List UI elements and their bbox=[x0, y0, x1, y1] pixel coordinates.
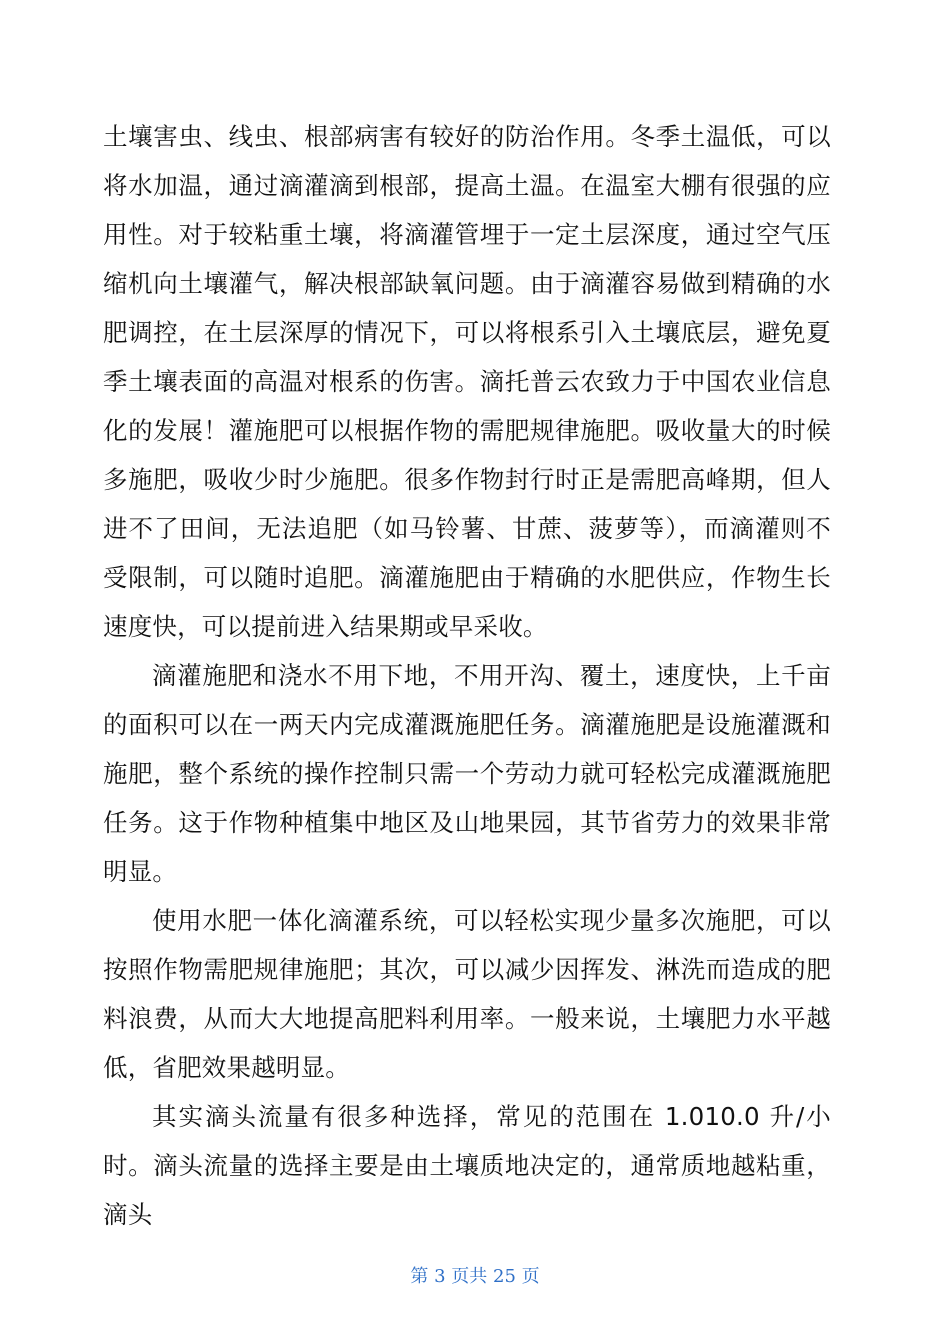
paragraph-3: 使用水肥一体化滴灌系统，可以轻松实现少量多次施肥，可以按照作物需肥规律施肥；其次，可以减少因挥发、淋洗而造成的肥料浪费，从而大大地提高肥料利用率。一般来说，土壤肥力水平越低，省肥效果越明显。 bbox=[103, 906, 831, 1082]
paragraph-2: 滴灌施肥和浇水不用下地，不用开沟、覆土，速度快，上千亩的面积可以在一两天内完成灌溉施肥任务。滴灌施肥是设施灌溉和施肥，整个系统的操作控制只需一个劳动力就可轻松完成灌溉施肥任务。这于作物种植集中地区及山地果园，其节省劳力的效果非常明显。 bbox=[103, 661, 831, 886]
paragraph-4: 其实滴头流量有很多种选择，常见的范围在 1.010.0 升/小时。滴头流量的选择主要是由土壤质地决定的，通常质地越粘重，滴头 bbox=[103, 1102, 831, 1229]
page-number-footer: 第 3 页共 25 页 bbox=[410, 1266, 540, 1287]
paragraph-1: 土壤害虫、线虫、根部病害有较好的防治作用。冬季土温低，可以将水加温，通过滴灌滴到根部，提高土温。在温室大棚有很强的应用性。对于较粘重土壤，将滴灌管埋于一定土层深度，通过空气压缩机向土壤灌气，解决根部缺氧问题。由于滴灌容易做到精确的水肥调控，在土层深厚的情况下，可以将根系引入土壤底层，避免夏季土壤表面的高温对根系的伤害。滴托普云农致力于中国农业信息化的发展！灌施肥可以根据作物的需肥规律施肥。吸收量大的时候多施肥，吸收少时少施肥。很多作物封行时正是需肥高峰期，但人进不了田间，无法追肥（如马铃薯、甘蔗、菠萝等），而滴灌则不受限制，可以随时追肥。滴灌施肥由于精确的水肥供应，作物生长速度快，可以提前进入结果期或早采收。 bbox=[103, 122, 831, 641]
document-body bbox=[103, 112, 831, 1239]
